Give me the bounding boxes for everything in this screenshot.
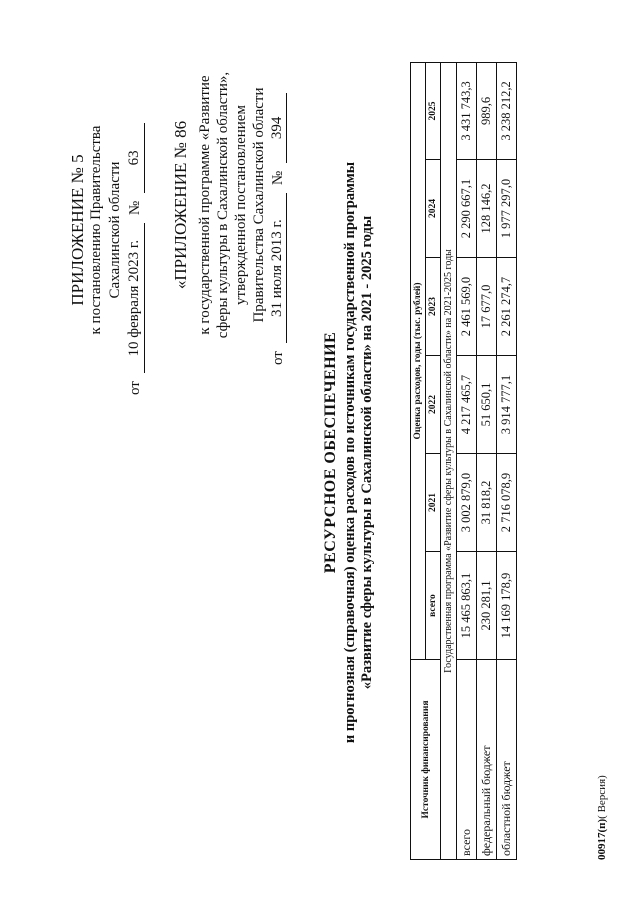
appendix-86-number: 394 — [268, 93, 287, 163]
cell-value: 4 217 465,7 — [457, 356, 477, 454]
funding-table — [410, 62, 517, 860]
cell-value: 14 169 178,9 — [497, 552, 517, 660]
row-label: федеральный бюджет — [477, 660, 497, 860]
header-2021: 2021 — [426, 454, 441, 552]
cell-value: 15 465 863,1 — [457, 552, 477, 660]
appendix-86-no-label: № — [270, 170, 286, 186]
cell-value: 2 261 274,7 — [497, 258, 517, 356]
appendix-86-line3: утвержденной постановлением — [233, 105, 249, 305]
appendix-5-title: ПРИЛОЖЕНИЕ № 5 — [68, 154, 87, 306]
cell-value: 17 677,0 — [477, 258, 497, 356]
document-heading-subtitle: и прогнозная (справочная) оценка расходов по источникам государственной программы — [342, 161, 358, 744]
cell-value: 2 716 078,9 — [497, 454, 517, 552]
appendix-86-signature-row — [268, 45, 287, 365]
cell-value: 31 818,2 — [477, 454, 497, 552]
document-heading-program: «Развитие сферы культуры в Сахалинской области» на 2021 - 2025 годы — [359, 215, 375, 690]
section-title: Государственная программа «Развитие сферы культуры в Сахалинской области» на 2021-2025 годы — [441, 62, 457, 859]
header-source: Источник финансирования — [411, 660, 441, 860]
row-label: всего — [457, 660, 477, 860]
cell-value: 989,6 — [477, 62, 497, 159]
appendix-86-title: «ПРИЛОЖЕНИЕ № 86 — [171, 120, 190, 290]
footer-code — [596, 775, 608, 860]
cell-value: 2 461 569,0 — [457, 258, 477, 356]
header-estimate: Оценка расходов, годы (тыс. рублей) — [411, 62, 426, 659]
appendix-86-date: 31 июля 2013 г. — [268, 193, 287, 343]
footer-doc-code: 00917(п) — [596, 818, 608, 860]
cell-value: 3 914 777,1 — [497, 356, 517, 454]
cell-value: 3 002 879,0 — [457, 454, 477, 552]
appendix-86-from-label: от — [270, 351, 286, 365]
appendix-5-from-label: от — [127, 381, 143, 395]
appendix-5-line2: Сахалинской области — [107, 161, 123, 299]
appendix-5-line1: к постановлению Правительства — [88, 125, 104, 335]
table-row — [457, 62, 477, 859]
header-total: всего — [426, 552, 441, 660]
footer-version: ( Версия) — [596, 775, 608, 819]
table-header-row — [411, 62, 426, 859]
cell-value: 2 290 667,1 — [457, 160, 477, 258]
header-2025: 2025 — [426, 62, 441, 159]
table-row — [497, 62, 517, 859]
cell-value: 128 146,2 — [477, 160, 497, 258]
appendix-5-number: 63 — [125, 123, 145, 193]
appendix-5-block — [68, 65, 145, 395]
appendix-86-line2: сферы культуры в Сахалинской области», — [215, 71, 231, 339]
appendix-86-block — [172, 45, 287, 365]
table-section-row — [441, 62, 457, 859]
appendix-5-signature-row — [125, 65, 145, 395]
table-row — [477, 62, 497, 859]
cell-value: 1 977 297,0 — [497, 160, 517, 258]
appendix-5-date: 10 февраля 2023 г. — [125, 223, 145, 373]
appendix-5-no-label: № — [127, 200, 143, 216]
cell-value: 230 281,1 — [477, 552, 497, 660]
cell-value: 3 238 212,2 — [497, 62, 517, 159]
header-2024: 2024 — [426, 160, 441, 258]
row-label: областной бюджет — [497, 660, 517, 860]
appendix-86-line1: к государственной программе «Развитие — [197, 75, 213, 335]
document-heading-title: РЕСУРСНОЕ ОБЕСПЕЧЕНИЕ — [322, 331, 339, 574]
cell-value: 51 650,1 — [477, 356, 497, 454]
header-2022: 2022 — [426, 356, 441, 454]
appendix-86-line4: Правительства Сахалинской области — [251, 87, 267, 323]
cell-value: 3 431 743,3 — [457, 62, 477, 159]
header-2023: 2023 — [426, 258, 441, 356]
